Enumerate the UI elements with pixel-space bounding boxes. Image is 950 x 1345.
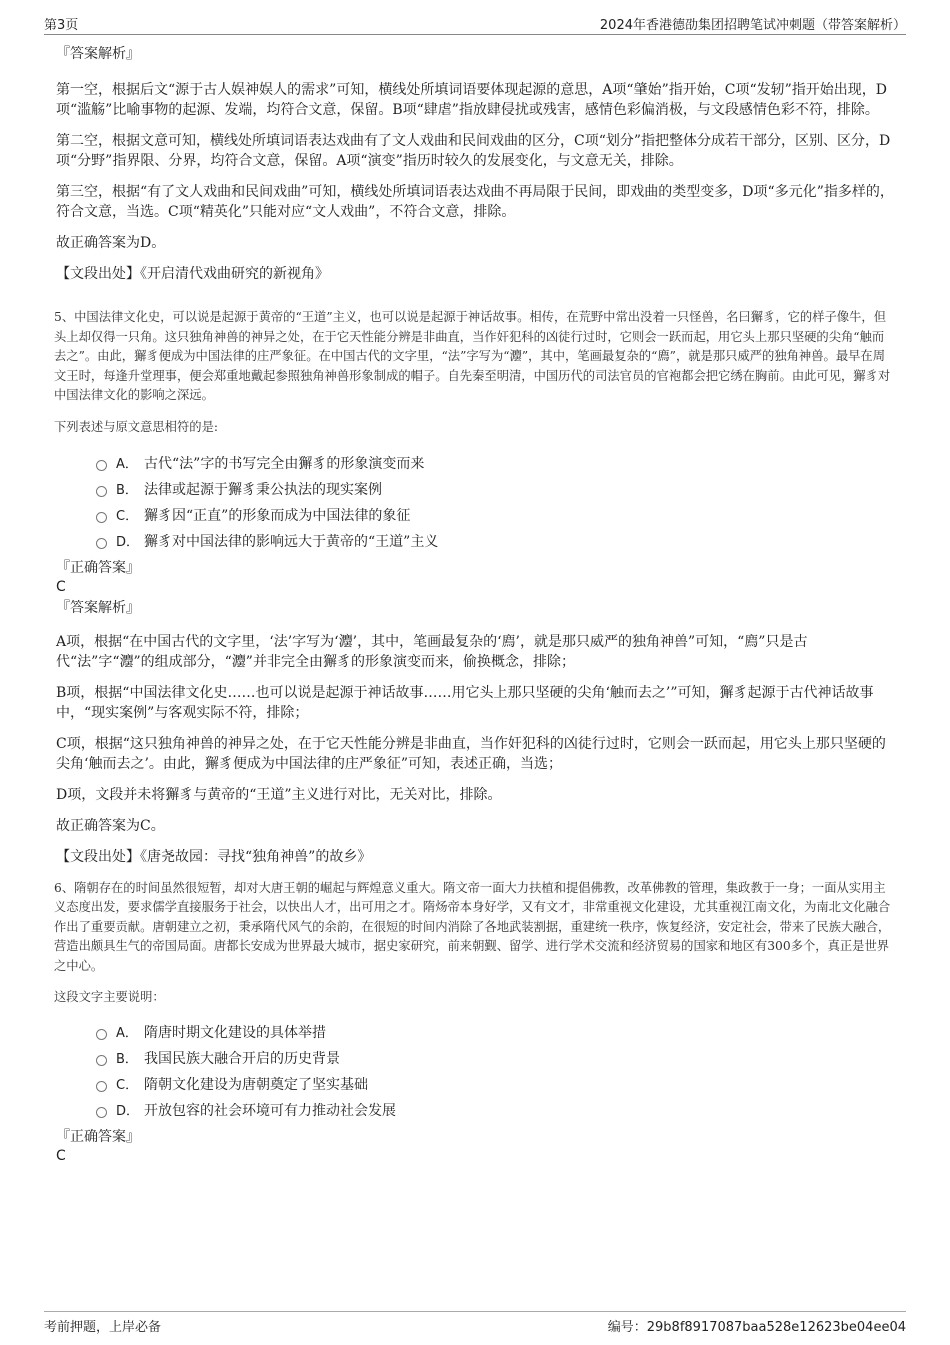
- q5-prompt: 下列表述与原文意思相符的是:: [54, 419, 219, 434]
- q5-answer-label: 『正确答案』: [56, 559, 140, 576]
- q4-analysis-para-2: 第二空，根据文意可知，横线处所填词语表达戏曲有了文人戏曲和民间戏曲的区分，C项“划分”指把整体分成若干部分，区别、区分，D项“分野”指界限、分界，均符合文意，保留。A项“演变”指历时较久的发展变化，与文意无关，排除。: [56, 133, 891, 169]
- page-header: [44, 14, 906, 35]
- q6-option-d[interactable]: D． 开放包容的社会环境可有力推动社会发展: [56, 1101, 894, 1127]
- option-text: 隋唐时期文化建设的具体举措: [144, 1025, 326, 1041]
- q5-option-a[interactable]: A． 古代“法”字的书写完全由獬豸的形象演变而来: [56, 454, 894, 480]
- option-text: 隋朝文化建设为唐朝奠定了坚实基础: [144, 1077, 368, 1093]
- radio-icon[interactable]: [96, 1029, 107, 1040]
- radio-icon[interactable]: [96, 1055, 107, 1066]
- footer-slogan: 考前押题，上岸必备: [44, 1320, 162, 1335]
- radio-icon[interactable]: [96, 512, 107, 523]
- radio-icon[interactable]: [96, 460, 107, 471]
- document-id: 编号：29b8f8917087baa528e12623be04ee04: [607, 1320, 906, 1335]
- q4-source: 【文段出处】《开启清代戏曲研究的新视角》: [56, 266, 329, 282]
- q6-answer: C: [56, 1148, 66, 1164]
- q5-options: [56, 454, 894, 558]
- radio-icon[interactable]: [96, 538, 107, 549]
- q5-analysis-b: B项，根据“中国法律文化史……也可以说是起源于神话故事……用它头上那只坚硬的尖角‘触而去之’”可知，獬豸起源于古代神话故事中，“现实案例”与客观实际不符，排除；: [56, 684, 874, 721]
- page-content: [56, 44, 894, 1165]
- q5-analysis-d: D项，文段并未将獬豸与黄帝的“王道”主义进行对比，无关对比，排除。: [56, 786, 502, 803]
- q5-option-d[interactable]: D． 獬豸对中国法律的影响远大于黄帝的“王道”主义: [56, 532, 894, 558]
- q5-option-c[interactable]: C． 獬豸因“正直”的形象而成为中国法律的象征: [56, 506, 894, 532]
- q4-conclusion: 故正确答案为D。: [56, 235, 166, 251]
- q6-option-b[interactable]: B． 我国民族大融合开启的历史背景: [56, 1049, 894, 1075]
- page-footer: [44, 1311, 906, 1339]
- q4-analysis-label: 『答案解析』: [56, 46, 140, 62]
- document-title: 2024年香港德劭集团招聘笔试冲刺题（带答案解析）: [599, 18, 906, 33]
- q6-prompt: 这段文字主要说明：: [54, 990, 165, 1004]
- q6-answer-label: 『正确答案』: [56, 1129, 140, 1145]
- q5-source: 【文段出处】《唐尧故园：寻找“独角神兽”的故乡》: [56, 848, 372, 865]
- q6-option-a[interactable]: A． 隋唐时期文化建设的具体举措: [56, 1023, 894, 1049]
- option-text: 獬豸对中国法律的影响远大于黄帝的“王道”主义: [144, 533, 439, 550]
- q6-passage: 6、隋朝存在的时间虽然很短暂，却对大唐王朝的崛起与辉煌意义重大。隋文帝一面大力扶植和提倡佛教，改革佛教的管理，集政教于一身；一面从实用主义态度出发，要求儒学直接服务于社会，以快出人才，出可用之才。隋炀帝本身好学，又有文才，非常重视文化建设，尤其重视江南文化，为南北文化融合作出了重要贡献。唐朝建立之初，秉承隋代风气的余韵，在很短的时间内消除了各地武装割据，重建统一秩序，恢复经济，安定社会，带来了民族大融合，营造出颇具生气的帝国局面。唐都长安成为世界最大城市，据史家研究，前来朝觐、留学、进行学术交流和经济贸易的国家和地区有300多个，真正是世界之中心。: [54, 880, 891, 973]
- option-text: 开放包容的社会环境可有力推动社会发展: [144, 1103, 396, 1119]
- q6-options: [56, 1023, 894, 1127]
- option-text: 我国民族大融合开启的历史背景: [144, 1051, 340, 1067]
- q5-conclusion: 故正确答案为C。: [56, 817, 165, 834]
- q5-analysis-a: A项，根据“在中国古代的文字里，‘法’字写为‘灋’，其中，笔画最复杂的‘廌’，就是那只威严的独角神兽”可知，“廌”只是古代“法”字“灋”的组成部分，“灋”并非完全由獬豸的形象演变而来，偷换概念，排除；: [56, 633, 808, 670]
- option-text: 獬豸因“正直”的形象而成为中国法律的象征: [144, 507, 411, 524]
- page-number: 第3页: [44, 18, 79, 33]
- q5-option-b[interactable]: B． 法律或起源于獬豸秉公执法的现实案例: [56, 480, 894, 506]
- q5-analysis-c: C项，根据“这只独角神兽的神异之处，在于它天性能分辨是非曲直，当作奸犯科的凶徒行过时，它则会一跃而起，用它头上那只坚硬的尖角‘触而去之’。由此，獬豸便成为中国法律的庄严象征”可知，表述正确，当选；: [56, 735, 886, 772]
- q6-option-c[interactable]: C． 隋朝文化建设为唐朝奠定了坚实基础: [56, 1075, 894, 1101]
- q5-passage: 5、中国法律文化史，可以说是起源于黄帝的“王道”主义，也可以说是起源于神话故事。相传，在荒野中常出没着一只怪兽，名曰獬豸，它的样子像牛，但头上却仅得一只角。这只独角神兽的神异之处，在于它天性能分辨是非曲直，当作奸犯科的凶徒行过时，它则会一跃而起，用它头上那只坚硬的尖角“触而去之”。由此，獬豸便成为中国法律的庄严象征。在中国古代的文字里，“法”字写为“灋”，其中，笔画最复杂的“廌”，就是那只威严的独角神兽。最早在周文王时，每逢升堂理事，便会郑重地戴起参照独角神兽形象制成的帽子。自先秦至明清，中国历代的司法官员的官袍都会把它绣在胸前。由此可见，獬豸对中国法律文化的影响之深远。: [54, 310, 891, 402]
- q4-analysis-para-3: 第三空，根据“有了文人戏曲和民间戏曲”可知，横线处所填词语表达戏曲不再局限于民间，即戏曲的类型变多，D项“多元化”指多样的，符合文意，当选。C项“精英化”只能对应“文人戏曲”，不符合文意，排除。: [56, 184, 894, 220]
- q4-analysis-para-1: 第一空，根据后文“源于古人娱神娱人的需求”可知，横线处所填词语要体现起源的意思，A项“肇始”指开始，C项“发轫”指开始出现，D项“滥觞”比喻事物的起源、发端，均符合文意，保留。B项“肆虐”指放肆侵扰或残害，感情色彩偏消极，与文段感情色彩不符，排除。: [56, 82, 887, 118]
- option-text: 古代“法”字的书写完全由獬豸的形象演变而来: [144, 455, 425, 472]
- radio-icon[interactable]: [96, 1107, 107, 1118]
- radio-icon[interactable]: [96, 1081, 107, 1092]
- option-text: 法律或起源于獬豸秉公执法的现实案例: [144, 481, 382, 498]
- q5-answer: C: [56, 578, 66, 595]
- radio-icon[interactable]: [96, 486, 107, 497]
- q5-analysis-label: 『答案解析』: [56, 599, 140, 616]
